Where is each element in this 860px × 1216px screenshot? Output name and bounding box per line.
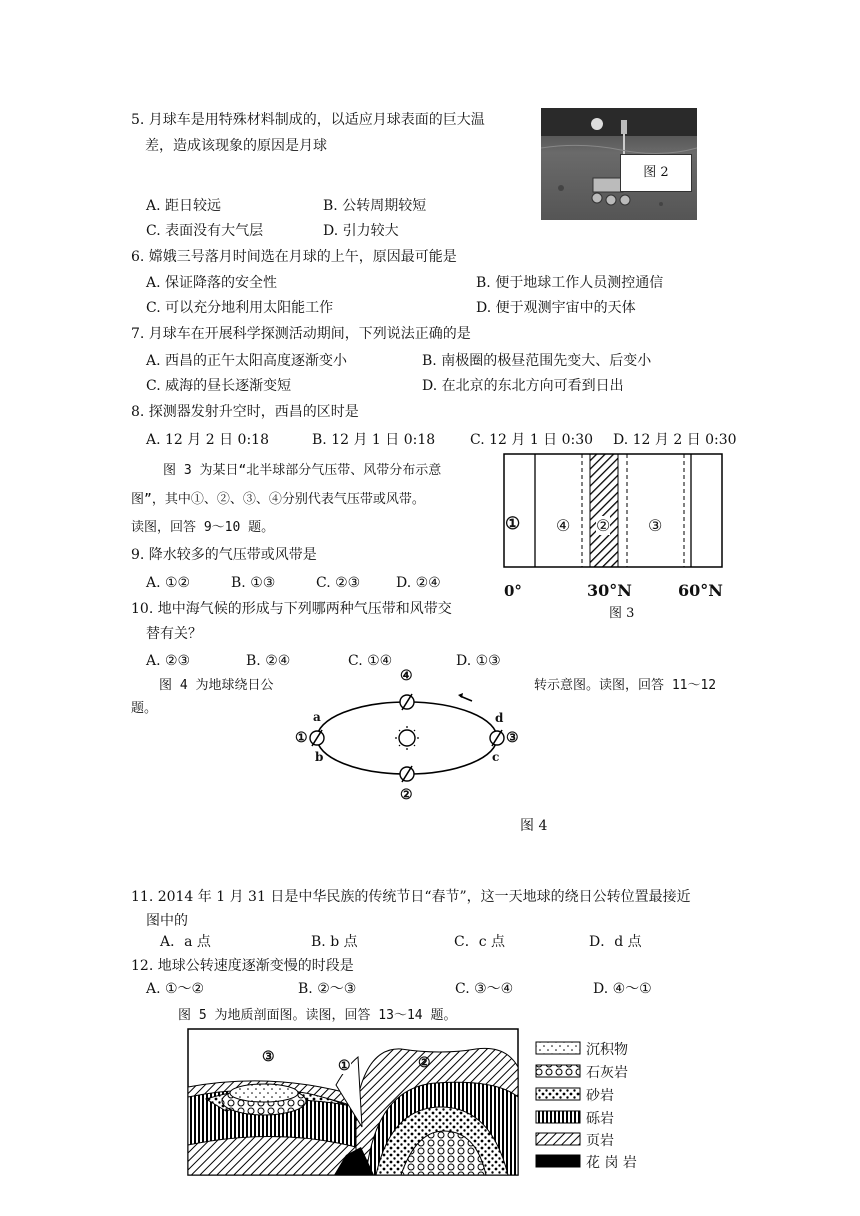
fig4-caption: 图 4: [520, 818, 548, 834]
fig4-intro-right: 转示意图。读图，回答 11～12: [534, 678, 717, 693]
legend-granite: 花 岗 岩: [586, 1155, 637, 1171]
q9-option-d: D. ②④: [396, 575, 441, 591]
q11-stem-line2: 图中的: [146, 913, 188, 929]
q8-stem: 8. 探测器发射升空时，西昌的区时是: [131, 404, 359, 420]
q10-option-a: A. ②③: [146, 653, 191, 669]
q10-option-c: C. ①④: [348, 653, 393, 669]
fig3-caption: 图 3: [609, 606, 635, 621]
fig4-intro-line2: 题。: [131, 701, 158, 716]
q12-option-d: D. ④～①: [593, 981, 652, 997]
q10-option-d: D. ①③: [456, 653, 501, 669]
figure-4: [290, 668, 530, 808]
fig4-intro-left: 图 4 为地球绕日公: [159, 678, 274, 693]
q12-stem: 12. 地球公转速度逐渐变慢的时段是: [131, 958, 354, 974]
q7-stem: 7. 月球车在开展科学探测活动期间，下列说法正确的是: [131, 326, 471, 342]
legend-shale: 页岩: [586, 1133, 614, 1149]
fig5-area-3: ③: [262, 1049, 275, 1065]
q12-option-a: A. ①～②: [146, 981, 205, 997]
q11-option-d: D．d 点: [589, 934, 642, 950]
fig3-intro-line2: 图”，其中①、②、③、④分别代表气压带或风带。: [131, 492, 425, 507]
q5-option-c: C. 表面没有大气层: [146, 223, 264, 239]
q10-option-b: B. ②④: [246, 653, 291, 669]
fig4-pos-1: ①: [295, 730, 308, 746]
fig4-pos-4: ④: [400, 668, 413, 684]
fig3-zone-4: ④: [556, 516, 571, 535]
q5-option-d: D. 引力较大: [323, 223, 399, 239]
q10-stem-line1: 10. 地中海气候的形成与下列哪两种气压带和风带交: [131, 601, 452, 617]
sun-icon: [395, 726, 419, 750]
fig4-point-d: d: [495, 711, 504, 725]
q11-option-b: B. b 点: [311, 934, 358, 950]
q6-option-c: C. 可以充分地利用太阳能工作: [146, 300, 334, 316]
q8-option-d: D. 12 月 2 日 0:30: [613, 432, 737, 448]
q9-option-b: B. ①③: [231, 575, 276, 591]
figure-5: [186, 1027, 522, 1177]
fig3-zone-2: ②: [596, 516, 611, 535]
fig3-lat-30n: 30°N: [587, 581, 632, 600]
fig3-intro-line1: 图 3 为某日“北半球部分气压带、风带分布示意: [163, 463, 442, 478]
fig5-area-2: ②: [418, 1055, 431, 1071]
q6-stem: 6. 嫦娥三号落月时间选在月球的上午，原因最可能是: [131, 249, 457, 265]
fig4-pos-3: ③: [506, 730, 519, 746]
q7-option-d: D. 在北京的东北方向可看到日出: [422, 378, 624, 394]
legend-limestone: 石灰岩: [586, 1065, 628, 1081]
q9-stem: 9. 降水较多的气压带或风带是: [131, 547, 317, 563]
q7-option-a: A. 西昌的正午太阳高度逐渐变小: [146, 353, 348, 369]
figure-2-label: 图 2: [620, 154, 692, 192]
fig5-intro: 图 5 为地质剖面图。读图，回答 13～14 题。: [178, 1008, 457, 1023]
q9-option-a: A. ①②: [146, 575, 191, 591]
q6-option-b: B. 便于地球工作人员测控通信: [476, 275, 664, 291]
figure-3: [496, 452, 736, 620]
fig3-intro-line3: 读图，回答 9～10 题。: [131, 520, 275, 535]
q8-option-c: C. 12 月 1 日 0:30: [470, 432, 594, 448]
fig3-zone-3: ③: [648, 516, 663, 535]
q5-option-a: A. 距日较远: [146, 198, 222, 214]
q5-stem-line1: 5. 月球车是用特殊材料制成的，以适应月球表面的巨大温: [131, 112, 485, 128]
fig3-lat-60n: 60°N: [678, 581, 723, 600]
q11-option-a: A．a 点: [160, 934, 211, 950]
q6-option-d: D. 便于观测宇宙中的天体: [476, 300, 636, 316]
legend-sediment: 沉积物: [586, 1042, 628, 1058]
fig4-point-a: a: [313, 710, 321, 724]
fig3-zone-1: ①: [505, 514, 521, 534]
q12-option-b: B. ②～③: [298, 981, 357, 997]
q11-stem-line1: 11. 2014 年 1 月 31 日是中华民族的传统节日“春节”，这一天地球的绕日公转位置最接近: [131, 889, 691, 905]
q10-stem-line2: 替有关？: [146, 626, 202, 642]
q5-option-b: B. 公转周期较短: [323, 198, 427, 214]
figure-2-photo: [541, 108, 697, 220]
fig3-lat-0: 0°: [504, 582, 522, 600]
legend-sandstone: 砂岩: [586, 1088, 614, 1104]
q12-option-c: C. ③～④: [455, 981, 514, 997]
q7-option-c: C. 威海的昼长逐渐变短: [146, 378, 292, 394]
q5-stem-line2: 差，造成该现象的原因是月球: [145, 138, 327, 154]
q7-option-b: B. 南极圈的极昼范围先变大、后变小: [422, 353, 652, 369]
q11-option-c: C．c 点: [454, 934, 506, 950]
fig4-point-c: c: [492, 750, 500, 764]
q8-option-a: A. 12 月 2 日 0:18: [146, 432, 269, 448]
q8-option-b: B. 12 月 1 日 0:18: [312, 432, 436, 448]
legend-conglomerate: 砾岩: [586, 1111, 614, 1127]
figure-5-legend: [534, 1036, 674, 1176]
fig5-area-1: ①: [338, 1058, 351, 1074]
q9-option-c: C. ②③: [316, 575, 361, 591]
q6-option-a: A. 保证降落的安全性: [146, 275, 278, 291]
fig4-pos-2: ②: [400, 787, 413, 803]
fig4-point-b: b: [315, 750, 324, 764]
